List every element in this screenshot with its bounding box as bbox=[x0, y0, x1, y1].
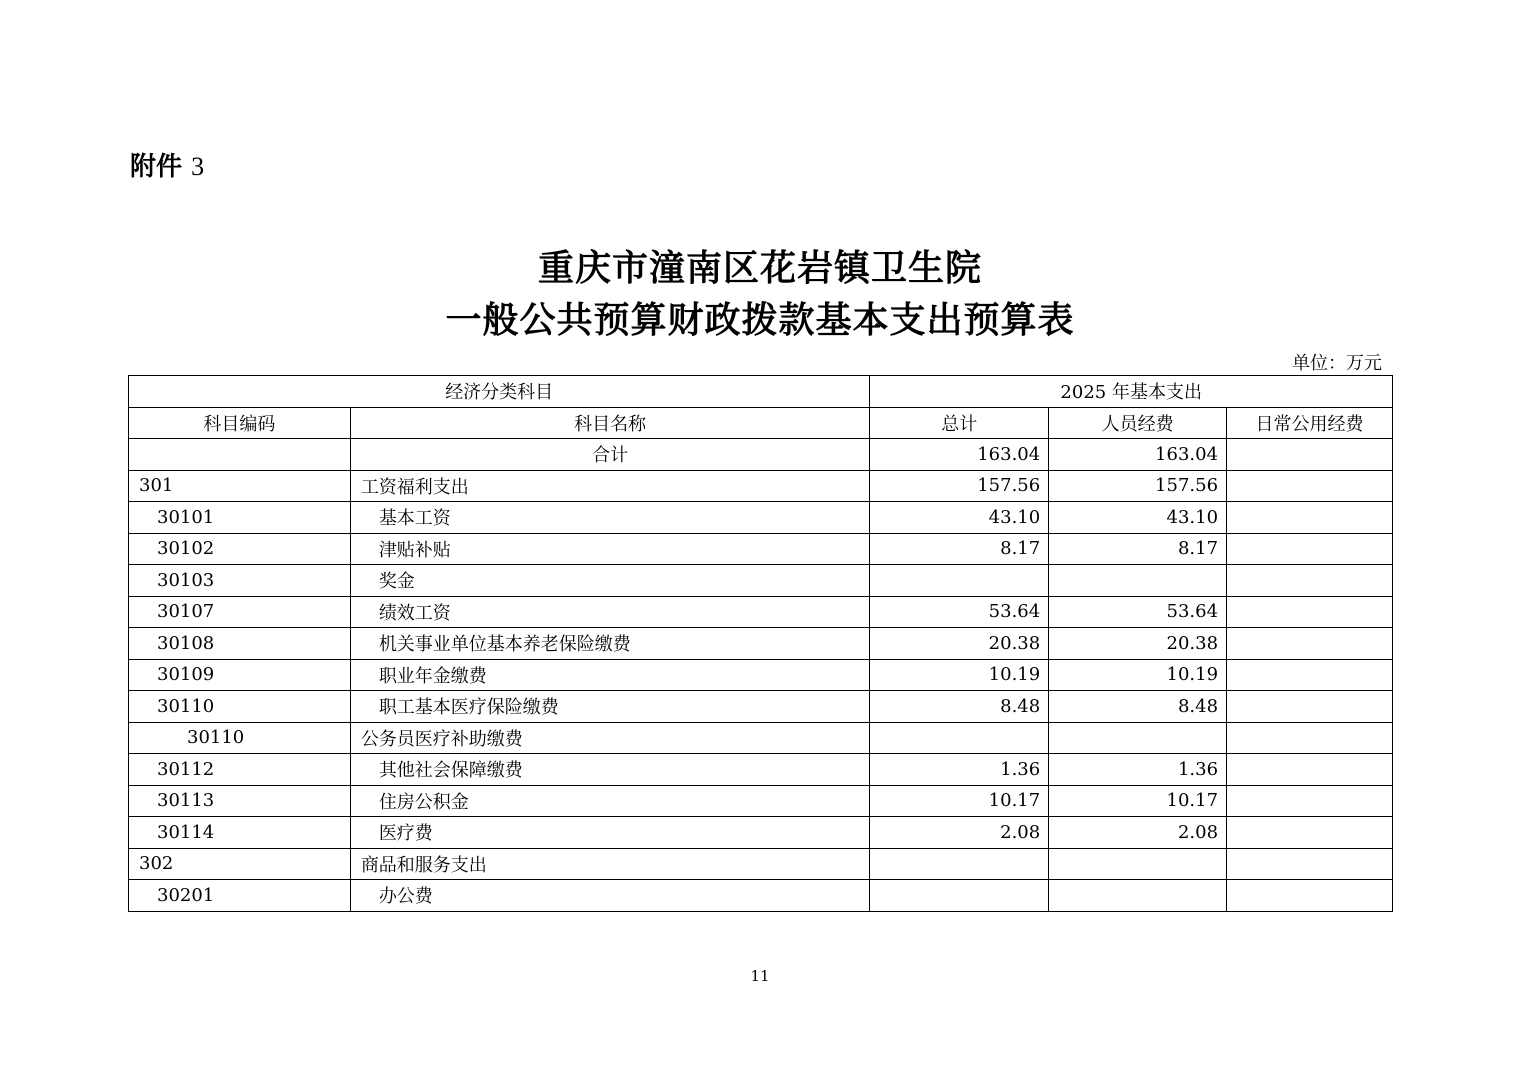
row-total: 157.56 bbox=[870, 470, 1049, 502]
total-row-total: 163.04 bbox=[870, 439, 1049, 471]
row-personnel bbox=[1049, 722, 1227, 754]
column-header-name: 科目名称 bbox=[350, 407, 870, 439]
column-header-public: 日常公用经费 bbox=[1227, 407, 1393, 439]
row-public bbox=[1227, 785, 1393, 817]
row-code: 30110 bbox=[129, 691, 351, 723]
row-code: 30109 bbox=[129, 659, 351, 691]
attachment-label bbox=[130, 146, 204, 183]
row-total: 10.17 bbox=[870, 785, 1049, 817]
row-code: 30113 bbox=[129, 785, 351, 817]
row-total bbox=[870, 722, 1049, 754]
row-name: 基本工资 bbox=[350, 502, 870, 534]
row-code: 30101 bbox=[129, 502, 351, 534]
row-total bbox=[870, 848, 1049, 880]
table-row bbox=[129, 817, 1393, 849]
table-row bbox=[129, 848, 1393, 880]
table-row bbox=[129, 722, 1393, 754]
unit-label: 单位：万元 bbox=[1292, 353, 1382, 374]
row-personnel: 157.56 bbox=[1049, 470, 1227, 502]
row-total bbox=[870, 565, 1049, 597]
column-header-row bbox=[129, 407, 1393, 439]
table-row bbox=[129, 880, 1393, 912]
row-code: 30112 bbox=[129, 754, 351, 786]
year-expense-header: 2025 年基本支出 bbox=[870, 376, 1393, 408]
total-row-public bbox=[1227, 439, 1393, 471]
budget-table bbox=[128, 375, 1393, 912]
row-personnel: 8.17 bbox=[1049, 533, 1227, 565]
table-row bbox=[129, 502, 1393, 534]
row-name: 商品和服务支出 bbox=[350, 848, 870, 880]
row-personnel: 53.64 bbox=[1049, 596, 1227, 628]
document-title-line1: 重庆市潼南区花岩镇卫生院 bbox=[537, 248, 982, 289]
row-code: 30103 bbox=[129, 565, 351, 597]
table-row bbox=[129, 754, 1393, 786]
row-public bbox=[1227, 565, 1393, 597]
group-header-row bbox=[129, 376, 1393, 408]
row-name: 奖金 bbox=[350, 565, 870, 597]
total-row-personnel: 163.04 bbox=[1049, 439, 1227, 471]
table-row bbox=[129, 785, 1393, 817]
economic-category-header: 经济分类科目 bbox=[129, 376, 870, 408]
row-code: 301 bbox=[129, 470, 351, 502]
row-personnel: 10.17 bbox=[1049, 785, 1227, 817]
row-name: 津贴补贴 bbox=[350, 533, 870, 565]
row-public bbox=[1227, 880, 1393, 912]
row-total: 43.10 bbox=[870, 502, 1049, 534]
row-personnel bbox=[1049, 880, 1227, 912]
row-name: 绩效工资 bbox=[350, 596, 870, 628]
table-row bbox=[129, 470, 1393, 502]
page-number: 11 bbox=[750, 967, 770, 985]
table-row bbox=[129, 596, 1393, 628]
row-personnel: 2.08 bbox=[1049, 817, 1227, 849]
table-row bbox=[129, 565, 1393, 597]
total-row-name: 合计 bbox=[350, 439, 870, 471]
row-name: 公务员医疗补助缴费 bbox=[350, 722, 870, 754]
row-public bbox=[1227, 596, 1393, 628]
row-total: 8.17 bbox=[870, 533, 1049, 565]
row-code: 302 bbox=[129, 848, 351, 880]
row-total: 53.64 bbox=[870, 596, 1049, 628]
row-public bbox=[1227, 628, 1393, 660]
column-header-code: 科目编码 bbox=[129, 407, 351, 439]
table-row bbox=[129, 659, 1393, 691]
row-public bbox=[1227, 817, 1393, 849]
row-total: 2.08 bbox=[870, 817, 1049, 849]
row-personnel: 8.48 bbox=[1049, 691, 1227, 723]
row-personnel: 1.36 bbox=[1049, 754, 1227, 786]
row-code: 30107 bbox=[129, 596, 351, 628]
row-public bbox=[1227, 502, 1393, 534]
row-name: 职业年金缴费 bbox=[350, 659, 870, 691]
row-code: 30201 bbox=[129, 880, 351, 912]
row-total: 10.19 bbox=[870, 659, 1049, 691]
row-name: 医疗费 bbox=[350, 817, 870, 849]
row-code: 30110 bbox=[129, 722, 351, 754]
row-public bbox=[1227, 754, 1393, 786]
row-total: 1.36 bbox=[870, 754, 1049, 786]
row-personnel: 10.19 bbox=[1049, 659, 1227, 691]
total-row-code bbox=[129, 439, 351, 471]
column-header-total: 总计 bbox=[870, 407, 1049, 439]
document-title-line2: 一般公共预算财政拨款基本支出预算表 bbox=[445, 300, 1075, 341]
table-row bbox=[129, 533, 1393, 565]
row-public bbox=[1227, 659, 1393, 691]
row-public bbox=[1227, 722, 1393, 754]
row-public bbox=[1227, 470, 1393, 502]
row-total: 20.38 bbox=[870, 628, 1049, 660]
row-name: 职工基本医疗保险缴费 bbox=[350, 691, 870, 723]
row-total bbox=[870, 880, 1049, 912]
row-name: 机关事业单位基本养老保险缴费 bbox=[350, 628, 870, 660]
column-header-personnel: 人员经费 bbox=[1049, 407, 1227, 439]
row-personnel: 20.38 bbox=[1049, 628, 1227, 660]
row-name: 住房公积金 bbox=[350, 785, 870, 817]
row-name: 工资福利支出 bbox=[350, 470, 870, 502]
row-name: 其他社会保障缴费 bbox=[350, 754, 870, 786]
table-row bbox=[129, 628, 1393, 660]
row-code: 30108 bbox=[129, 628, 351, 660]
row-personnel bbox=[1049, 565, 1227, 597]
row-total: 8.48 bbox=[870, 691, 1049, 723]
row-public bbox=[1227, 848, 1393, 880]
attachment-text: 附件 bbox=[130, 152, 183, 182]
total-row bbox=[129, 439, 1393, 471]
row-personnel: 43.10 bbox=[1049, 502, 1227, 534]
row-public bbox=[1227, 533, 1393, 565]
row-public bbox=[1227, 691, 1393, 723]
row-name: 办公费 bbox=[350, 880, 870, 912]
row-code: 30102 bbox=[129, 533, 351, 565]
row-personnel bbox=[1049, 848, 1227, 880]
row-code: 30114 bbox=[129, 817, 351, 849]
table-row bbox=[129, 691, 1393, 723]
attachment-number: 3 bbox=[191, 152, 205, 181]
